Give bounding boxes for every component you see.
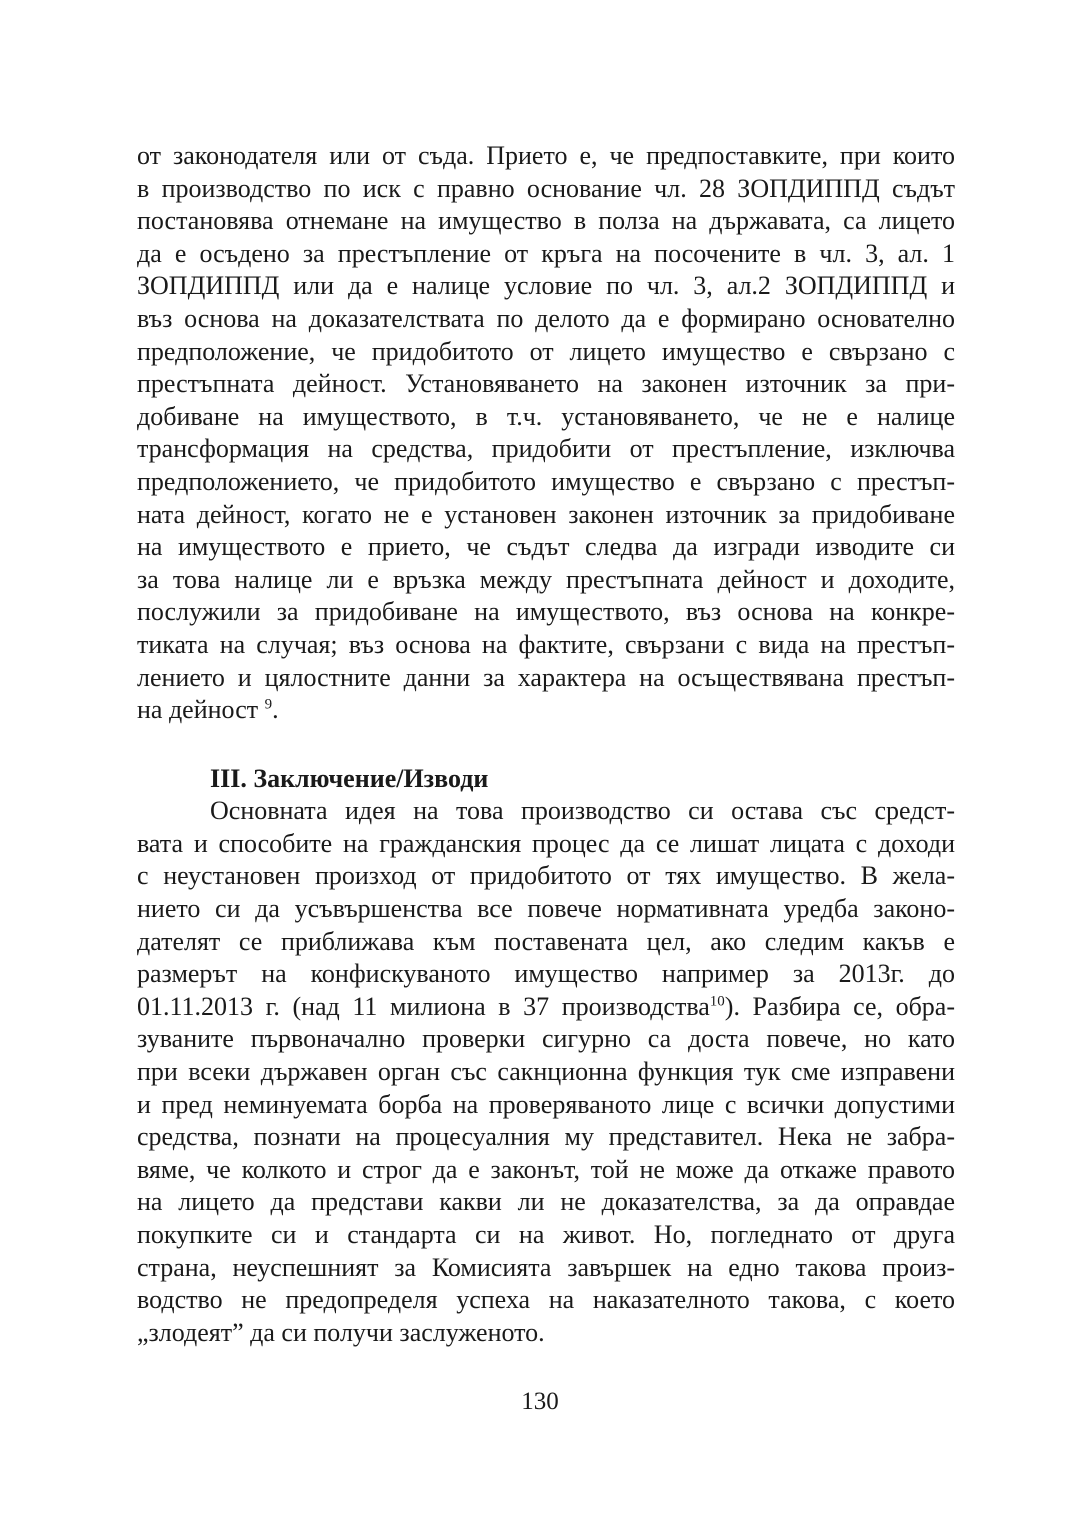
text-line: предположение, че придобитото от лицето имущество е свързано с — [137, 336, 955, 366]
paragraph-1 — [137, 140, 955, 727]
text-line: страна, неуспешният за Комисията завършек на едно такова произ- — [137, 1252, 955, 1282]
text-line: ната дейност, когато не е установен законен източник за придобиване — [137, 499, 955, 529]
text-line: на лицето да представи какви ли не доказателства, за да оправдае — [137, 1187, 955, 1217]
text-line: и пред неминуемата борба на проверяваното лице с всички допустими — [137, 1089, 955, 1119]
section-heading: III. Заключение/Изводи — [210, 763, 489, 793]
paragraph-2 — [137, 795, 955, 1349]
text-line: предположението, че придобитото имущество е свързано с престъп- — [137, 466, 955, 496]
text-line: вата и способите на гражданския процес да се лишат лицата с доходи — [137, 828, 955, 858]
page-body — [137, 140, 955, 1349]
text-line: дателят се приближава към поставената цел, ако следим какъв е — [137, 926, 955, 956]
text-line: да е осъдено за престъпление от кръга на посочените в чл. 3, ал. 1 — [137, 238, 955, 268]
page-number: 130 — [521, 1388, 559, 1415]
text-line-first: Основната идея на това производство си остава със средст- — [210, 796, 955, 826]
text-line: зуваните първоначално проверки сигурно са доста повече, но като — [137, 1024, 955, 1054]
text-line: ЗОПДИППД или да е налице условие по чл. 3, ал.2 ЗОПДИППД и — [137, 271, 955, 301]
text-line: водство не предопределя успеха на наказателното такова, с което — [137, 1285, 955, 1315]
text-line: с неустановен произход от придобитото от тях имущество. В жела- — [137, 861, 955, 891]
text-line: послужили за придобиване на имуществото, въз основа на конкре- — [137, 597, 955, 627]
text-line: на имуществото е прието, че съдът следва да изгради изводите си — [137, 532, 955, 562]
footnote-reference-10[interactable]: 10 — [709, 993, 725, 1010]
text-line-with-footnote — [137, 991, 955, 1024]
ref-line-start: 01.11.2013 г. (над 11 милиона в 37 производства — [137, 991, 710, 1021]
text-line: престъпната дейност. Установяването на законен източник за при- — [137, 369, 955, 399]
footnote-reference-9[interactable]: 9 — [264, 696, 273, 713]
text-line: при всеки държавен орган със сакнционна функция тук сме изправени — [137, 1057, 955, 1087]
text-line-last — [137, 694, 955, 727]
text-line: средства, познати на процесуалния му представител. Нека не забра- — [137, 1122, 955, 1152]
text-line: покупките си и стандарта си на живот. Но, погледнато от друга — [137, 1220, 955, 1249]
text-line: лението и цялостните данни за характера на осъществявана престъп- — [137, 662, 955, 692]
text-line: добиване на имуществото, в т.ч. установяването, че не е налице — [137, 401, 955, 431]
text-line: въз основа на доказателствата по делото да е формирано основателно — [137, 303, 955, 333]
text-line: постановява отнемане на имущество в полза на държавата, са лицето — [137, 206, 955, 236]
text-line: в производство по иск с правно основание чл. 28 ЗОПДИППД съдът — [137, 173, 955, 203]
text-line: размерът на конфискуваното имущество например за 2013г. до — [137, 959, 955, 989]
text-line: за това налице ли е връзка между престъпната дейност и доходите, — [137, 564, 955, 594]
text-line-last: „злодеят” да си получи заслуженото. — [137, 1317, 545, 1347]
text-line: вяме, че колкото и строг да е законът, той не може да откаже правото — [137, 1154, 955, 1184]
text-line: тиката на случая; въз основа на фактите, свързани с вида на престъп- — [137, 629, 955, 659]
text-line: нието си да усъвършенства все повече нормативната уредба законо- — [137, 894, 955, 924]
ref-line-end: ). Разбира се, обра- — [724, 991, 955, 1021]
text-line: от законодателя или от съда. Прието е, че предпоставките, при които — [137, 141, 955, 170]
text-line: трансформация на средства, придобити от престъпление, изключва — [137, 434, 955, 464]
last-line-text: на дейност — [137, 695, 265, 725]
last-line-period: . — [272, 695, 279, 725]
